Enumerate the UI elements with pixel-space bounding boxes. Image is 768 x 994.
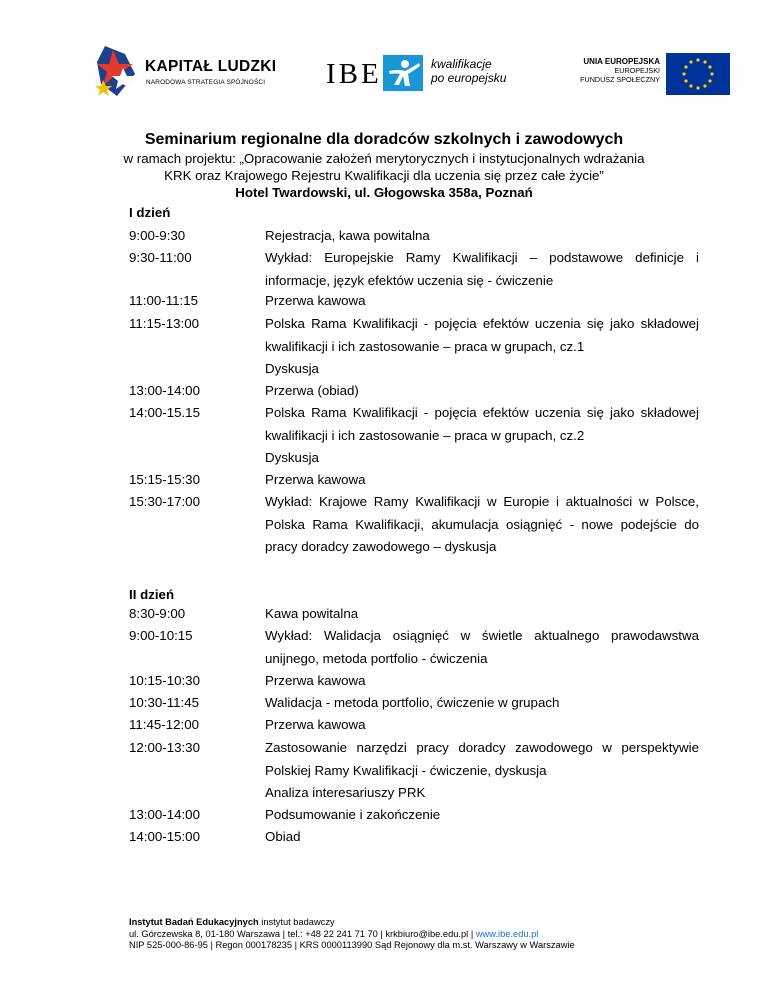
ibe-tagline-line1: kwalifikacje xyxy=(431,57,492,71)
row-desc: Wykład: Walidacja osiągnięć w świetle aktualnego prawodawstwa unijnego, metoda portfolio - ćwiczenia xyxy=(265,628,699,666)
row-desc: Przerwa kawowa xyxy=(265,293,366,308)
row-desc: Rejestracja, kawa powitalna xyxy=(265,228,430,243)
row-time: 12:00-13:30 xyxy=(129,740,200,755)
eu-flag-icon xyxy=(666,53,730,95)
row-time: 11:45-12:00 xyxy=(129,717,199,732)
seminar-title: Seminarium regionalne dla doradców szkolnych i zawodowych xyxy=(144,131,624,148)
row-desc: Kawa powitalna xyxy=(265,606,359,621)
row-desc-text: Zastosowanie narzędzi pracy doradcy zawodowego w perspektywie Polskiej Ramy Kwalifikacji - ćwiczenie, dyskusja xyxy=(265,740,699,778)
row-desc: Przerwa kawowa xyxy=(265,717,366,732)
row-desc xyxy=(265,402,699,470)
row-desc xyxy=(265,737,699,805)
row-desc-extra: Dyskusja xyxy=(265,450,319,465)
eu-label-line3: FUNDUSZ SPOŁECZNY xyxy=(580,75,660,84)
footer-org-name: Instytut Badań Edukacyjnych xyxy=(129,917,259,927)
project-line1: w ramach projektu: „Opracowanie założeń merytorycznych i instytucjonalnych wdrażania xyxy=(123,151,645,166)
day2-heading: II dzień xyxy=(129,587,175,602)
row-time: 8:30-9:00 xyxy=(129,606,186,621)
row-desc: Przerwa kawowa xyxy=(265,472,366,487)
row-desc: Wykład: Krajowe Ramy Kwalifikacji w Europie i aktualności w Polsce, Polska Rama Kwalifikacji, akumulacja osiągnięć - nowe podejście do pracy doradcy zawodowego – dyskusja xyxy=(265,494,699,554)
footer xyxy=(129,917,575,952)
venue: Hotel Twardowski, ul. Głogowska 358a, Poznań xyxy=(235,185,533,200)
footer-org-type: instytut badawczy xyxy=(258,917,335,927)
eu-label-line2: EUROPEJSKI xyxy=(614,66,660,75)
row-time: 14:00-15:00 xyxy=(129,829,200,844)
row-time: 13:00-14:00 xyxy=(129,807,200,822)
row-time: 11:15-13:00 xyxy=(129,316,199,331)
footer-website-link[interactable]: www.ibe.edu.pl xyxy=(475,928,539,939)
project-line2: KRK oraz Krajowego Rejestru Kwalifikacji dla uczenia się przez całe życie” xyxy=(164,168,604,183)
row-time: 9:00-10:15 xyxy=(129,628,193,643)
ibe-figure-icon xyxy=(383,55,423,91)
footer-registry: NIP 525-000-86-95 | Regon 000178235 | KRS 0000113990 Sąd Rejonowy dla m.st. Warszawy w Warszawie xyxy=(129,940,575,950)
row-time: 11:00-11:15 xyxy=(129,293,199,308)
row-desc: Obiad xyxy=(265,829,301,844)
row-time: 9:00-9:30 xyxy=(129,228,186,243)
ibe-tagline xyxy=(431,57,506,85)
footer-contact: ul. Górczewska 8, 01-180 Warszawa | tel.: +48 22 241 71 70 | krkbiuro@ibe.edu.pl | xyxy=(129,928,476,939)
row-desc-extra: Dyskusja xyxy=(265,361,319,376)
ibe-tagline-line2: po europejsku xyxy=(431,71,507,85)
row-desc-extra: Analiza interesariuszy PRK xyxy=(265,785,426,800)
footer-org xyxy=(129,917,575,929)
row-desc xyxy=(265,313,699,381)
eu-label-line1: UNIA EUROPEJSKA xyxy=(583,57,660,66)
row-desc: Przerwa kawowa xyxy=(265,673,366,688)
eu-label xyxy=(548,57,660,84)
kapital-ludzki-logo xyxy=(95,44,285,100)
footer-address xyxy=(129,929,575,941)
kapital-ludzki-title: KAPITAŁ LUDZKI xyxy=(145,58,277,75)
row-time: 10:30-11:45 xyxy=(129,695,199,710)
row-time: 13:00-14:00 xyxy=(129,383,200,398)
row-desc-text: Polska Rama Kwalifikacji - pojęcia efektów uczenia się jako składowej kwalifikacji i ich zastosowanie – praca w grupach, cz.1 xyxy=(265,316,699,354)
title-block xyxy=(0,130,768,201)
row-time: 14:00-15.15 xyxy=(129,405,200,420)
row-time: 15:15-15:30 xyxy=(129,472,200,487)
kapital-ludzki-star-icon xyxy=(95,44,141,100)
row-time: 9:30-11:00 xyxy=(129,250,192,265)
row-time: 10:15-10:30 xyxy=(129,673,200,688)
row-time: 15:30-17:00 xyxy=(129,494,200,509)
row-desc: Podsumowanie i zakończenie xyxy=(265,807,441,822)
day1-heading: I dzień xyxy=(129,205,171,220)
row-desc: Walidacja - metoda portfolio, ćwiczenie w grupach xyxy=(265,695,560,710)
row-desc: Wykład: Europejskie Ramy Kwalifikacji – podstawowe definicje i informacje, język efektów uczenia się - ćwiczenie xyxy=(265,250,699,288)
ibe-logo-text: IBE xyxy=(326,58,382,90)
kapital-ludzki-subtitle: NARODOWA STRATEGIA SPÓJNOŚCI xyxy=(146,79,266,86)
row-desc: Przerwa (obiad) xyxy=(265,383,359,398)
row-desc-text: Polska Rama Kwalifikacji - pojęcia efektów uczenia się jako składowej kwalifikacji i ich zastosowanie – praca w grupach, cz.2 xyxy=(265,405,699,443)
